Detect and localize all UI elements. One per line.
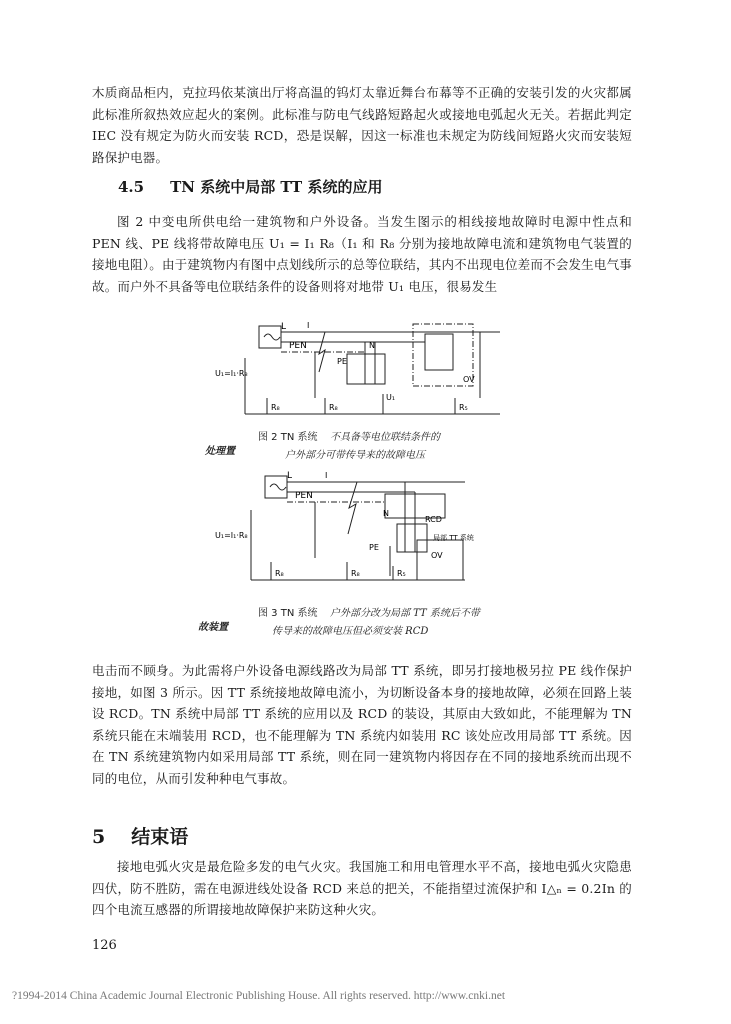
figure-3-caption-handwritten: 户外部分改为局部 TT 系统后不带 — [330, 608, 480, 619]
section-number: 4.5 — [118, 178, 145, 196]
figure-3-margin-note: 故装置 — [198, 622, 228, 633]
fig3-U1-label: U₁=I₁·R₈ — [215, 531, 248, 540]
fig2-RA-label: R₈ — [329, 403, 338, 412]
fig2-Rs-label: R₅ — [459, 403, 468, 412]
figure-2-caption: 图 2 TN 系统 — [258, 432, 318, 443]
paragraph-3: 电击而不顾身。为此需将户外设备电源线路改为局部 TT 系统，即另打接地极另拉 PE 线作保护接地，如图 3 所示。因 TT 系统接地故障电流小，为切断设备本身的接地故障，必须在回路上装设 RCD。TN 系统中局部 TT 系统的应用以及 RCD 的装设，其原由大致如此，不能理解为 TN 系统只能在末端装用 RCD，也不能理解为 TN 系统内如装用 RC 该处应改用局部 TT 系统。因在 TN 系统建筑物内如采用局部 TT 系统，则在同一建筑物内将因存在不同的接地系统而出现不同的电位，从而引发种种电气事故。 — [92, 663, 632, 786]
figure-2-caption-handwritten-2: 户外部分可带传导来的故障电压 — [285, 450, 425, 461]
fig2-N-label: N — [369, 341, 375, 350]
fig2-OV-label: OV — [463, 375, 475, 384]
fig3-Rs-label: R₅ — [397, 569, 406, 578]
figure-2-diagram — [215, 318, 515, 428]
fig2-Uf-label: U₁ — [386, 393, 396, 402]
figure-2 — [215, 318, 515, 432]
fig2-PEN-label: PEN — [289, 341, 307, 351]
copyright-footer: ?1994-2014 China Academic Journal Electronic Publishing House. All rights reserved. http://www.cnki.net — [12, 990, 506, 1002]
section-4-5-heading — [118, 176, 382, 197]
fig2-U1-label: U₁=I₁·R₈ — [215, 369, 248, 378]
fig3-local-tt-label: 局部 TT 系统 — [433, 534, 474, 542]
figure-3-diagram — [215, 466, 515, 596]
paragraph-1: 木质商品柜内，克拉玛依某演出厅将高温的钨灯太靠近舞台布幕等不正确的安装引发的火灾都属此标准所叙热效应起火的案例。此标准与防电气线路短路起火或接地电弧起火无关。若据此判定 IEC 没有规定为防火而安装 RCD，恐是误解，因这一标准也未规定为防线间短路火灾而安装短路保护电器。 — [92, 85, 632, 165]
fig2-PE-label: PE — [337, 357, 347, 366]
paragraph-2: 图 2 中变电所供电给一建筑物和户外设备。当发生图示的相线接地故障时电源中性点和 PEN 线、PE 线将带故障电压 U₁ = I₁ R₈（I₁ 和 R₈ 分别为接地故障电流和建筑物电气装置的接地电阻）。由于建筑物内有图中点划线所示的总等位联结，其内不出现电位差而不会发生电气事故。而户外不具备等电位联结条件的设备则将对地带 U₁ 电压，很易发生 — [92, 214, 632, 294]
fig3-PE-label: PE — [369, 543, 379, 552]
section-title: TN 系统中局部 TT 系统的应用 — [170, 178, 383, 196]
section-5-heading — [92, 822, 188, 849]
figure-2-caption-handwritten: 不具备等电位联结条件的 — [330, 432, 440, 443]
section-number: 5 — [92, 826, 106, 848]
equipment-box — [347, 354, 385, 384]
fig3-OV-label: OV — [431, 551, 443, 560]
figure-2-margin-note: 处理置 — [205, 446, 235, 457]
section-title: 结束语 — [131, 826, 189, 848]
figure-3-caption-handwritten-2: 传导来的故障电压但必须安装 RCD — [272, 626, 429, 637]
fig3-Id-label: I — [325, 471, 328, 480]
fig3-RB-label: R₈ — [275, 569, 284, 578]
figure-3 — [215, 466, 515, 600]
paragraph-4: 接地电弧火灾是最危险多发的电气火灾。我国施工和用电管理水平不高，接地电弧火灾隐患四伏，防不胜防，需在电源进线处设备 RCD 来总的把关，不能指望过流保护和 I△ₙ = 0.2In 的四个电流互感器的所谓接地故障保护来防这种火灾。 — [92, 859, 632, 917]
transformer-symbol — [259, 326, 281, 348]
fig2-Id-label: I — [307, 321, 310, 330]
fig3-RA-label: R₈ — [351, 569, 360, 578]
transformer-symbol — [265, 476, 287, 498]
fig3-L-label: L — [287, 471, 293, 481]
fig3-PEN-label: PEN — [295, 491, 313, 501]
figure-3-caption: 图 3 TN 系统 — [258, 608, 318, 619]
fig2-L-label: L — [281, 322, 287, 332]
fig2-RB-label: R₈ — [271, 403, 280, 412]
page-number: 126 — [92, 938, 117, 953]
fig3-N-label: N — [383, 509, 389, 518]
fig3-RCD-label: RCD — [425, 515, 442, 524]
